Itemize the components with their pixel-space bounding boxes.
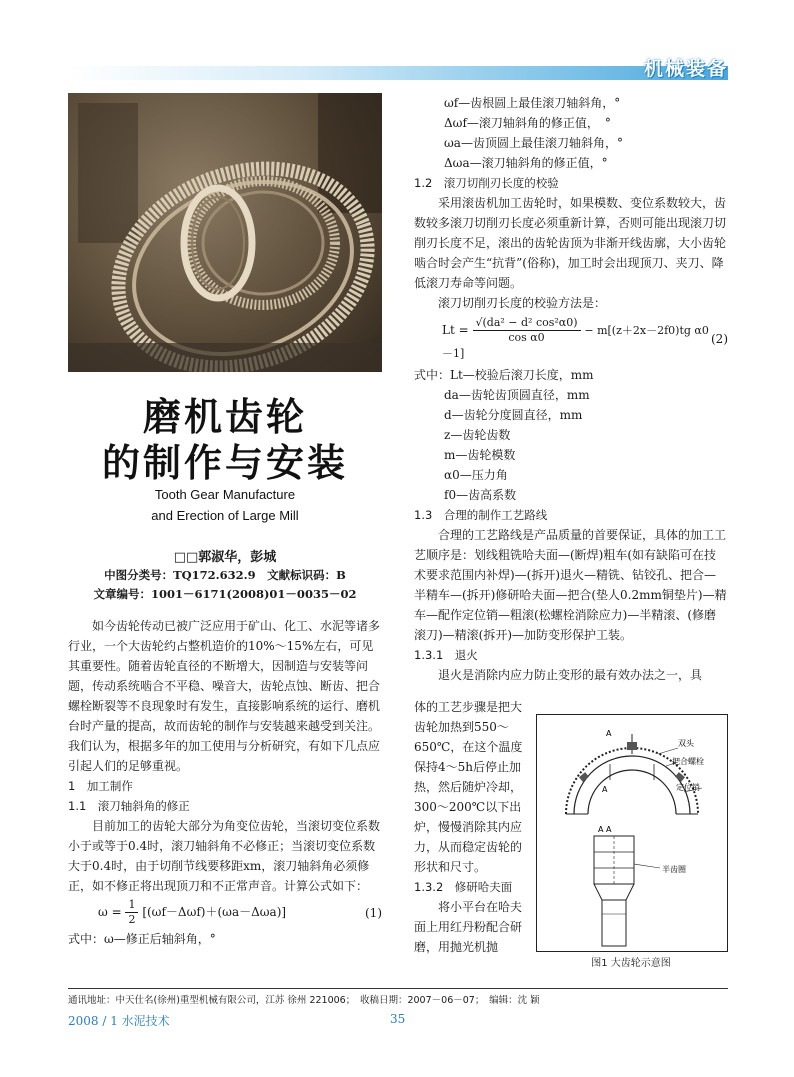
- section-1-3-1-paragraph-cont: 体的工艺步骤是把大齿轮加热到550～650℃，在这个温度保持4～5h后停止加热，然后随炉冷却，300～200℃以下出炉，慢慢消除其内应力，从而稳定齿轮的形状和尺寸。: [414, 700, 523, 874]
- section-header-title: 机械装备: [643, 58, 728, 80]
- section-1-2-heading: 1.2 滚刀切削刃长度的校验: [414, 176, 559, 190]
- article-title-line1: 磨机齿轮: [142, 395, 307, 439]
- section-1-2-paragraph: 采用滚齿机加工齿轮时，如果模数、变位系数较大，齿数较多滚刀切削刃长度必须重新计算，否则可能出现滚刀切削刃长度不足，滚出的齿轮齿顶为非渐开线齿廓，大小齿轮啮合时会产生“抗背”(俗称)，加工时会出现顶刀、夹刀、降低滚刀寿命等问题。: [414, 196, 727, 290]
- authors: □□郭淑华，彭城: [173, 550, 277, 565]
- where-alpha0: α0—压力角: [444, 468, 508, 482]
- figure-1-large-gear-diagram: [536, 714, 728, 952]
- section-1-3-1-paragraph-start: 退火是消除内应力防止变形的最有效办法之一，具: [438, 668, 703, 682]
- formula-2-rhs: − m[(z＋2x－2f0)tg α0－1]: [442, 324, 709, 360]
- article-title-line2: 的制作与安装: [101, 441, 348, 485]
- formula-1-fraction: [125, 898, 138, 927]
- where-da: da—齿轮齿顶圆直径，mm: [444, 388, 590, 402]
- def-delta-omega-f: Δωf—滚刀轴斜角的修正值， °: [444, 116, 611, 130]
- formula-2-fraction: [473, 316, 581, 345]
- formula-1-lhs: ω =: [98, 905, 122, 919]
- gear-rings-illustration: [68, 93, 382, 372]
- def-delta-omega-a: Δωa—滚刀轴斜角的修正值，°: [444, 156, 608, 170]
- section-1-3-2-paragraph: 将小平台在哈夫面上用红丹粉配合研磨，用抛光机抛: [414, 900, 523, 954]
- right-column: [414, 93, 728, 685]
- figure-1-caption: 图1 大齿轮示意图: [591, 958, 671, 969]
- where-d: d—齿轮分度圆直径，mm: [444, 408, 583, 422]
- section-1-3-paragraph: 合理的工艺路线是产品质量的首要保证，具体的加工工艺顺序是：划线粗铣哈夫面—(断焊)粗车(如有缺陷可在技术要求范围内补焊)—(拆开)退火—精铣、钻铰孔、把合—半精车—(拆开)修研哈夫面—把合(垫人0.2mm铜垫片)—精车—配作定位销—粗滚(松螺栓消除应力)—半精滚、(修磨滚刀)—精滚(拆开)—加防变形保护工装。: [414, 528, 727, 642]
- figure-label-bolt: 把合螺栓: [672, 757, 704, 766]
- formula-1-where: 式中：ω—修正后轴斜角，°: [68, 932, 216, 946]
- figure-label-double-head: 双头: [678, 739, 694, 748]
- gear-photo: [68, 93, 382, 372]
- footnote-divider: [68, 988, 728, 989]
- english-title-line2: and Erection of Large Mill: [151, 508, 299, 523]
- formula-2-denominator: cos α0: [508, 331, 545, 344]
- section-1-3-2-heading: 1.3.2 修研哈夫面: [414, 880, 513, 894]
- english-title-line1: Tooth Gear Manufacture: [154, 487, 296, 502]
- where-lt: 式中：Lt—校验后滚刀长度，mm: [414, 368, 594, 382]
- formula-1-numerator: 1: [125, 898, 138, 913]
- section-1-2-method: 滚刀切削刃长度的校验方法是：: [438, 296, 607, 310]
- def-omega-f: ωf—齿根圆上最佳滚刀轴斜角，°: [444, 96, 621, 110]
- formula-1-number: (1): [365, 905, 382, 920]
- formula-1-denominator: 2: [128, 913, 136, 926]
- figure-label-a-mid: A: [602, 785, 608, 794]
- def-omega-a: ωa—齿顶圆上最佳滚刀轴斜角，°: [444, 136, 623, 150]
- page-number: 35: [390, 1012, 406, 1026]
- intro-paragraph: 如今齿轮传动已被广泛应用于矿山、化工、水泥等诸多行业，一个大齿轮约占整机造价的10%～15%左右，可见其重要性。随着齿轮直径的不断增大，因制造与安装等问题，传动系统啮合不平稳、噪音大，齿轮点蚀、断齿、把合螺栓断裂等不良现象时有发生，直接影响系统的运行、磨机台时产量的提高，故而齿轮的制作与安装越来越受到关注。我们认为，根据多年的加工使用与分析研究，有如下几点应引起人们的足够重视。: [68, 619, 381, 773]
- formula-2-lhs: Lt =: [442, 323, 469, 337]
- header-gradient-bar: [68, 66, 728, 80]
- section-1-3-heading: 1.3 合理的制作工艺路线: [414, 508, 548, 522]
- formula-2-numerator: √(da² − d² cos²α0): [473, 316, 581, 331]
- footnote-address: 通讯地址：中天仕名(徐州)重型机械有限公司，江苏 徐州 221006； 收稿日期：2007－06－07； 编辑：沈 颖: [68, 995, 540, 1006]
- section-1-heading: 1 加工制作: [68, 779, 133, 793]
- left-column: [68, 616, 382, 949]
- figure-label-half-ring: 半齿圈: [662, 865, 686, 874]
- where-f0: f0—齿高系数: [444, 488, 517, 502]
- section-1-1-heading: 1.1 滚刀轴斜角的修正: [68, 799, 190, 813]
- classification-number: 中图分类号：TQ172.632.9 文献标识码：B: [104, 568, 346, 582]
- formula-2: [414, 316, 728, 362]
- formula-2-number: (2): [711, 332, 728, 346]
- where-m: m—齿轮模数: [444, 448, 516, 462]
- section-1-3-1-heading: 1.3.1 退火: [414, 648, 478, 662]
- figure-label-pin: 定位销: [676, 783, 700, 792]
- formula-1-rhs: [(ωf－Δωf)＋(ωa－Δωa)]: [142, 905, 287, 919]
- journal-issue: 2008 / 1 水泥技术: [68, 1014, 170, 1028]
- section-1-1-paragraph: 目前加工的齿轮大部分为角变位齿轮，当滚切变位系数小于或等于0.4时，滚刀轴斜角不必修正；当滚切变位系数大于0.4时，由于切削节线要移距xm，滚刀轴斜角必须修正，如不修正将出现顶刀和不正常声音。计算公式如下：: [68, 819, 381, 893]
- figure-label-a-top: A: [606, 729, 612, 738]
- article-number: 文章编号：1001－6171(2008)01－0035－02: [93, 587, 357, 601]
- where-z: z—齿轮齿数: [444, 428, 511, 442]
- formula-1: [68, 898, 382, 927]
- right-column-narrow: [414, 697, 532, 957]
- figure-label-section: A A: [598, 825, 612, 834]
